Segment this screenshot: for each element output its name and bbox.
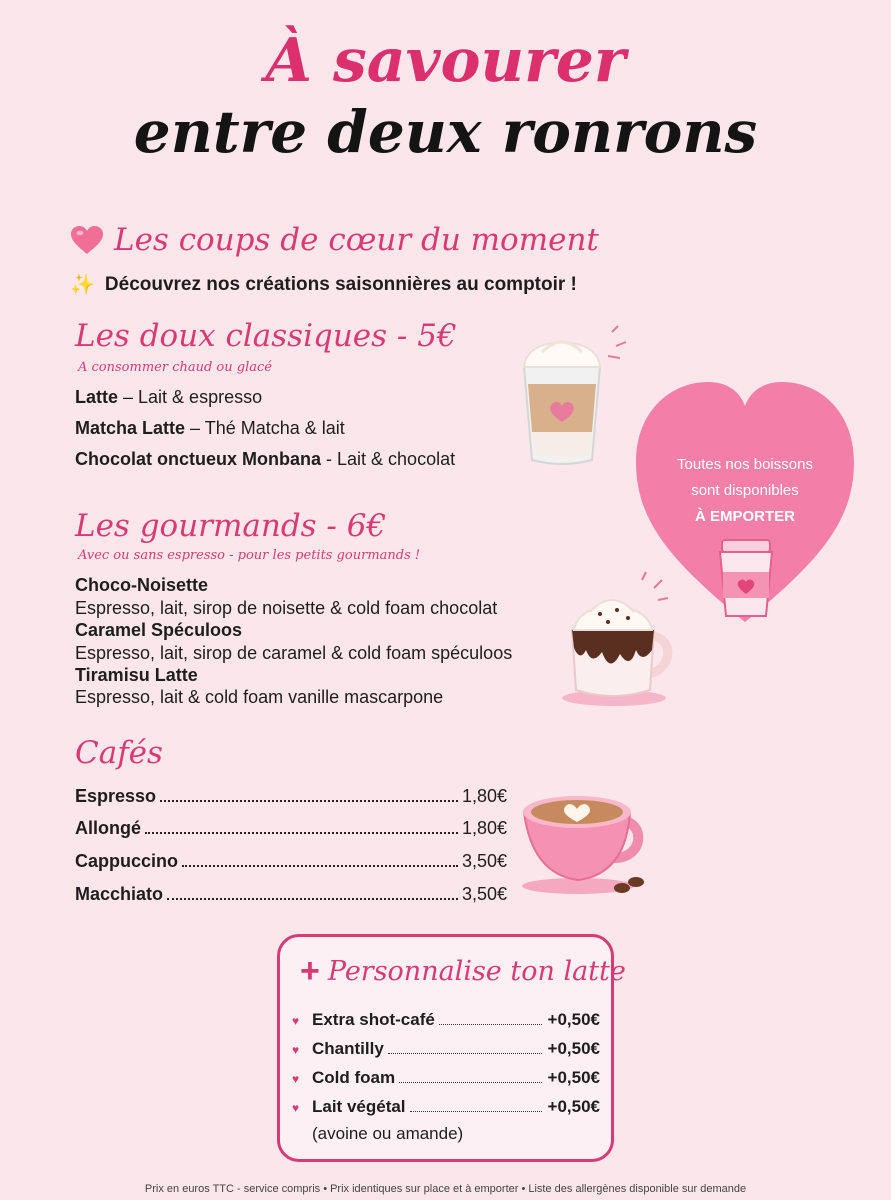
gourmands-subtitle: Avec ou sans espresso - pour les petits gourmands !	[78, 548, 421, 563]
heart-icon: ♥	[292, 1072, 300, 1086]
leader-dots	[439, 1024, 542, 1025]
option-row	[292, 1097, 600, 1117]
option-price: +0,50€	[547, 1010, 600, 1029]
classiques-title: Les doux classiques - 5€	[75, 318, 457, 354]
item-desc: – Lait & espresso	[118, 387, 263, 407]
cafe-name: Espresso	[75, 786, 157, 806]
cafe-price: 1,80€	[461, 786, 507, 806]
gourmand-item-name: Choco-Noisette	[75, 575, 209, 595]
cafe-row	[75, 884, 507, 905]
classique-item	[75, 418, 345, 439]
gourmand-item-desc: Espresso, lait, sirop de caramel & cold foam spéculoos	[75, 643, 513, 663]
hot-chocolate-mug-illustration	[562, 570, 687, 710]
footer-note: Prix en euros TTC - service compris • Prix identiques sur place et à emporter • Liste des allergènes disponible sur demande	[144, 1183, 747, 1195]
page-subtitle: entre deux ronrons	[133, 98, 758, 166]
cafes-title: Cafés	[75, 735, 163, 771]
leader-dots	[410, 1111, 542, 1112]
personnalise-heading	[300, 954, 626, 988]
heart-icon: ♥	[292, 1014, 300, 1028]
page-title: À savourer	[265, 26, 626, 96]
option-price: +0,50€	[547, 1068, 600, 1087]
personnalise-title: Personnalise ton latte	[327, 955, 626, 987]
leader-dots	[182, 865, 458, 867]
coups-de-coeur-text: Découvrez nos créations saisonnières au comptoir !	[104, 273, 577, 295]
gourmand-item-name: Caramel Spéculoos	[75, 620, 243, 640]
item-name: Chocolat onctueux Monbana	[75, 449, 322, 469]
cafe-name: Macchiato	[75, 884, 164, 904]
option-row	[292, 1068, 600, 1088]
badge-line: Toutes nos boissons	[677, 456, 813, 473]
leader-dots	[145, 832, 458, 834]
latte-glass-illustration	[512, 322, 637, 472]
option-price: +0,50€	[547, 1097, 600, 1116]
badge-line: sont disponibles	[691, 482, 799, 499]
cafe-name: Allongé	[75, 818, 141, 838]
classique-item	[75, 387, 262, 408]
heart-icon	[70, 225, 104, 255]
option-name: Cold foam	[312, 1068, 396, 1087]
takeaway-cup-icon	[714, 538, 778, 618]
item-name: Matcha Latte	[75, 418, 186, 438]
leader-dots	[388, 1053, 542, 1054]
item-desc: - Lait & chocolat	[321, 449, 456, 469]
leader-dots	[167, 898, 458, 900]
cafe-row	[75, 851, 507, 872]
leader-dots	[399, 1082, 541, 1083]
badge-line-strong: À EMPORTER	[694, 508, 795, 525]
leader-dots	[160, 800, 458, 802]
item-desc: – Thé Matcha & lait	[185, 418, 345, 438]
option-row	[292, 1039, 600, 1059]
heart-icon: ♥	[292, 1101, 300, 1115]
gourmand-item-desc: Espresso, lait, sirop de noisette & cold foam chocolat	[75, 598, 498, 618]
cappuccino-cup-illustration	[518, 784, 653, 900]
gourmand-item-name: Tiramisu Latte	[75, 665, 198, 685]
option-name: Extra shot-café	[312, 1010, 435, 1029]
classiques-subtitle: A consommer chaud ou glacé	[78, 360, 272, 375]
option-price: +0,50€	[547, 1039, 600, 1058]
plus-icon: +	[300, 952, 320, 990]
coups-de-coeur-text-row	[70, 272, 577, 297]
cafe-price: 1,80€	[461, 818, 507, 838]
cafe-price: 3,50€	[461, 851, 507, 871]
cafe-row	[75, 818, 507, 839]
option-name: Lait végétal	[312, 1097, 406, 1116]
heart-icon: ♥	[292, 1043, 300, 1057]
badge-text	[650, 452, 840, 530]
item-name: Latte	[75, 387, 119, 407]
option-note: (avoine ou amande)	[312, 1124, 464, 1143]
classique-item	[75, 449, 455, 470]
coups-de-coeur-heading	[70, 222, 599, 258]
option-name: Chantilly	[312, 1039, 384, 1058]
gourmands-title: Les gourmands - 6€	[75, 508, 387, 544]
sparkles-icon: ✨	[70, 274, 95, 296]
gourmand-item-desc: Espresso, lait & cold foam vanille mascarpone	[75, 687, 444, 707]
cafe-row	[75, 786, 507, 807]
cafe-price: 3,50€	[461, 884, 507, 904]
cafe-name: Cappuccino	[75, 851, 179, 871]
coups-de-coeur-title: Les coups de cœur du moment	[114, 222, 599, 258]
option-row	[292, 1010, 600, 1030]
